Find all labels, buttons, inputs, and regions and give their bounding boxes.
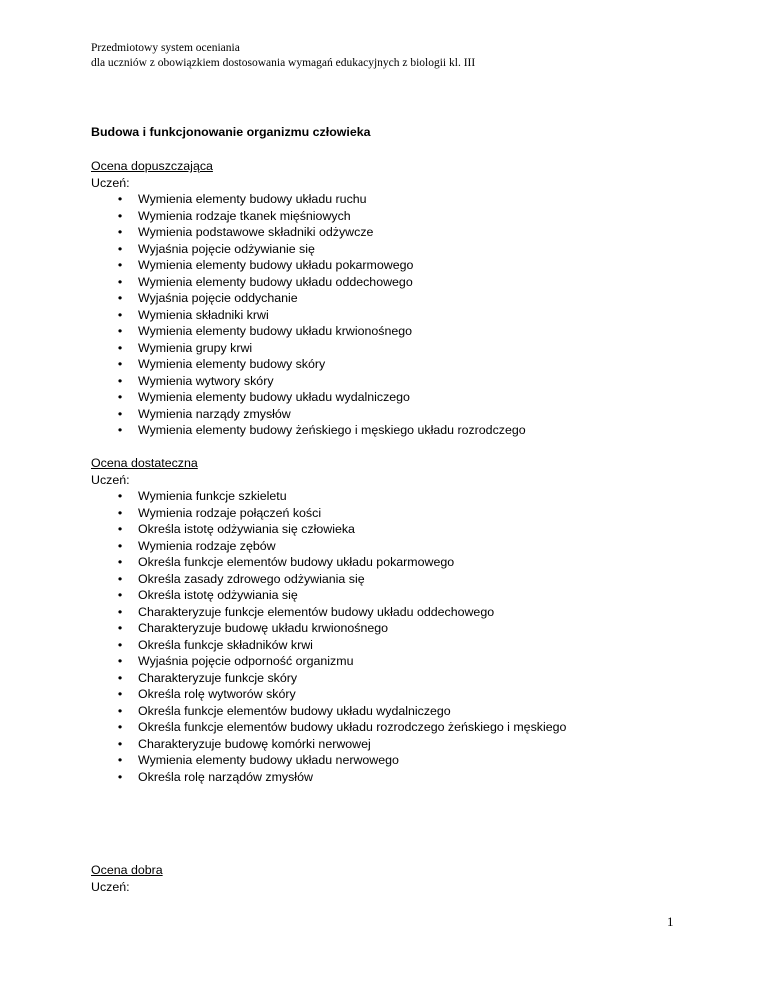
- bullet-icon: •: [117, 307, 123, 322]
- bullet-icon: •: [117, 720, 123, 734]
- list-item: [91, 340, 731, 357]
- list-item-text: Określa rolę narządów zmysłów: [138, 769, 313, 784]
- bullet-icon: •: [117, 522, 123, 536]
- bullet-icon: •: [117, 604, 123, 619]
- section-ocena-dobra: [91, 862, 731, 895]
- bullet-icon: •: [117, 291, 123, 305]
- list-item: [91, 208, 731, 225]
- list-item-text: Wymienia elementy budowy żeńskiego i męskiego układu rozrodczego: [138, 423, 526, 437]
- bullet-icon: •: [117, 571, 123, 586]
- bullet-icon: •: [117, 670, 123, 685]
- list-item: [91, 191, 731, 208]
- bullet-icon: •: [117, 390, 123, 404]
- bullet-icon: •: [117, 192, 123, 206]
- list-item: [91, 257, 731, 274]
- bullet-icon: •: [117, 258, 123, 272]
- section-label: Uczeń:: [91, 879, 130, 894]
- list-item: [91, 505, 731, 522]
- list-item: [91, 686, 731, 703]
- list-item-text: Wyjaśnia pojęcie oddychanie: [138, 291, 298, 305]
- bullet-icon: •: [117, 406, 123, 421]
- bullet-icon: •: [117, 621, 123, 635]
- list-item: [91, 604, 731, 621]
- bullet-icon: •: [117, 555, 123, 569]
- list-item: [91, 538, 731, 555]
- list-item-text: Charakteryzuje budowę układu krwionośnego: [138, 621, 389, 635]
- list-item: [91, 356, 731, 373]
- section-label: Uczeń:: [91, 472, 130, 487]
- list-item-text: Określa funkcje elementów budowy układu wydalniczego: [138, 703, 451, 718]
- bullet-icon: •: [117, 357, 123, 371]
- bullet-icon: •: [117, 489, 123, 503]
- list-item-text: Wymienia wytwory skóry: [138, 373, 274, 388]
- bullet-icon: •: [117, 687, 123, 701]
- list-item-text: Wymienia grupy krwi: [138, 340, 253, 355]
- bullet-icon: •: [117, 654, 123, 668]
- list-item: [91, 670, 731, 687]
- bullet-icon: •: [117, 274, 123, 289]
- list-item-text: Określa funkcje elementów budowy układu rozrodczego żeńskiego i męskiego: [138, 720, 567, 734]
- bullet-icon: •: [117, 505, 123, 520]
- bullet-icon: •: [117, 208, 123, 223]
- list-item-text: Wymienia elementy budowy układu ruchu: [138, 192, 367, 206]
- section-heading: Ocena dopuszczająca: [91, 159, 213, 173]
- list-item: [91, 307, 731, 324]
- list-item-text: Określa funkcje elementów budowy układu pokarmowego: [138, 555, 455, 569]
- list-item-text: Określa zasady zdrowego odżywiania się: [138, 571, 365, 586]
- bullet-icon: •: [117, 753, 123, 767]
- bullet-icon: •: [117, 736, 123, 751]
- list-item-text: Wymienia elementy budowy układu krwionośnego: [138, 324, 413, 338]
- list-item: [91, 241, 731, 258]
- list-item-text: Wymienia rodzaje tkanek mięśniowych: [138, 208, 351, 223]
- list-item-text: Wymienia elementy budowy układu wydalniczego: [138, 390, 410, 404]
- bullet-icon: •: [117, 637, 123, 652]
- list-item-text: Wymienia składniki krwi: [138, 307, 269, 322]
- list-item-text: Wymienia elementy budowy układu pokarmowego: [138, 258, 414, 272]
- bullet-icon: •: [117, 324, 123, 338]
- bullet-list: [91, 191, 731, 439]
- list-item: [91, 719, 731, 736]
- bullet-list: [91, 488, 731, 785]
- page-number: 1: [667, 914, 674, 929]
- list-item: [91, 620, 731, 637]
- list-item-text: Określa istotę odżywiania się: [138, 588, 298, 602]
- list-item: [91, 422, 731, 439]
- list-item: [91, 752, 731, 769]
- list-item-text: Wymienia rodzaje zębów: [138, 538, 276, 553]
- header-line-2: dla uczniów z obowiązkiem dostosowania wymagań edukacyjnych z biologii kl. III: [91, 57, 476, 69]
- list-item-text: Charakteryzuje funkcje elementów budowy układu oddechowego: [138, 604, 495, 619]
- list-item: [91, 769, 731, 786]
- list-item: [91, 653, 731, 670]
- list-item: [91, 224, 731, 241]
- list-item: [91, 736, 731, 753]
- list-item: [91, 290, 731, 307]
- list-item: [91, 554, 731, 571]
- list-item: [91, 488, 731, 505]
- bullet-icon: •: [117, 538, 123, 553]
- list-item: [91, 571, 731, 588]
- list-item-text: Wymienia funkcje szkieletu: [138, 489, 287, 503]
- bullet-icon: •: [117, 373, 123, 388]
- bullet-icon: •: [117, 588, 123, 602]
- list-item: [91, 406, 731, 423]
- list-item-text: Określa rolę wytworów skóry: [138, 687, 296, 701]
- bullet-icon: •: [117, 225, 123, 239]
- list-item: [91, 637, 731, 654]
- section-ocena-dopuszczajaca: [91, 158, 731, 439]
- list-item: [91, 521, 731, 538]
- section-heading: Ocena dobra: [91, 863, 163, 877]
- list-item-text: Wyjaśnia pojęcie odporność organizmu: [138, 654, 354, 668]
- list-item: [91, 274, 731, 291]
- document-title: Budowa i funkcjonowanie organizmu człowieka: [91, 125, 371, 139]
- list-item-text: Wymienia podstawowe składniki odżywcze: [138, 225, 374, 239]
- list-item-text: Wymienia elementy budowy układu oddechowego: [138, 274, 413, 289]
- list-item: [91, 587, 731, 604]
- list-item-text: Charakteryzuje funkcje skóry: [138, 670, 298, 685]
- section-label: Uczeń:: [91, 175, 130, 190]
- list-item-text: Wymienia narządy zmysłów: [138, 406, 291, 421]
- list-item-text: Wymienia elementy budowy układu nerwowego: [138, 753, 399, 767]
- list-item-text: Określa istotę odżywiania się człowieka: [138, 522, 355, 536]
- list-item-text: Wyjaśnia pojęcie odżywianie się: [138, 241, 315, 256]
- list-item-text: Charakteryzuje budowę komórki nerwowej: [138, 736, 371, 751]
- section-ocena-dostateczna: [91, 455, 731, 785]
- bullet-icon: •: [117, 703, 123, 718]
- header-line-1: Przedmiotowy system oceniania: [91, 42, 240, 54]
- bullet-icon: •: [117, 769, 123, 784]
- list-item-text: Wymienia elementy budowy skóry: [138, 357, 326, 371]
- bullet-icon: •: [117, 340, 123, 355]
- bullet-icon: •: [117, 241, 123, 256]
- list-item: [91, 373, 731, 390]
- list-item-text: Wymienia rodzaje połączeń kości: [138, 505, 322, 520]
- list-item: [91, 703, 731, 720]
- list-item: [91, 323, 731, 340]
- list-item: [91, 389, 731, 406]
- bullet-icon: •: [117, 423, 123, 437]
- list-item-text: Określa funkcje składników krwi: [138, 637, 313, 652]
- section-heading: Ocena dostateczna: [91, 456, 198, 470]
